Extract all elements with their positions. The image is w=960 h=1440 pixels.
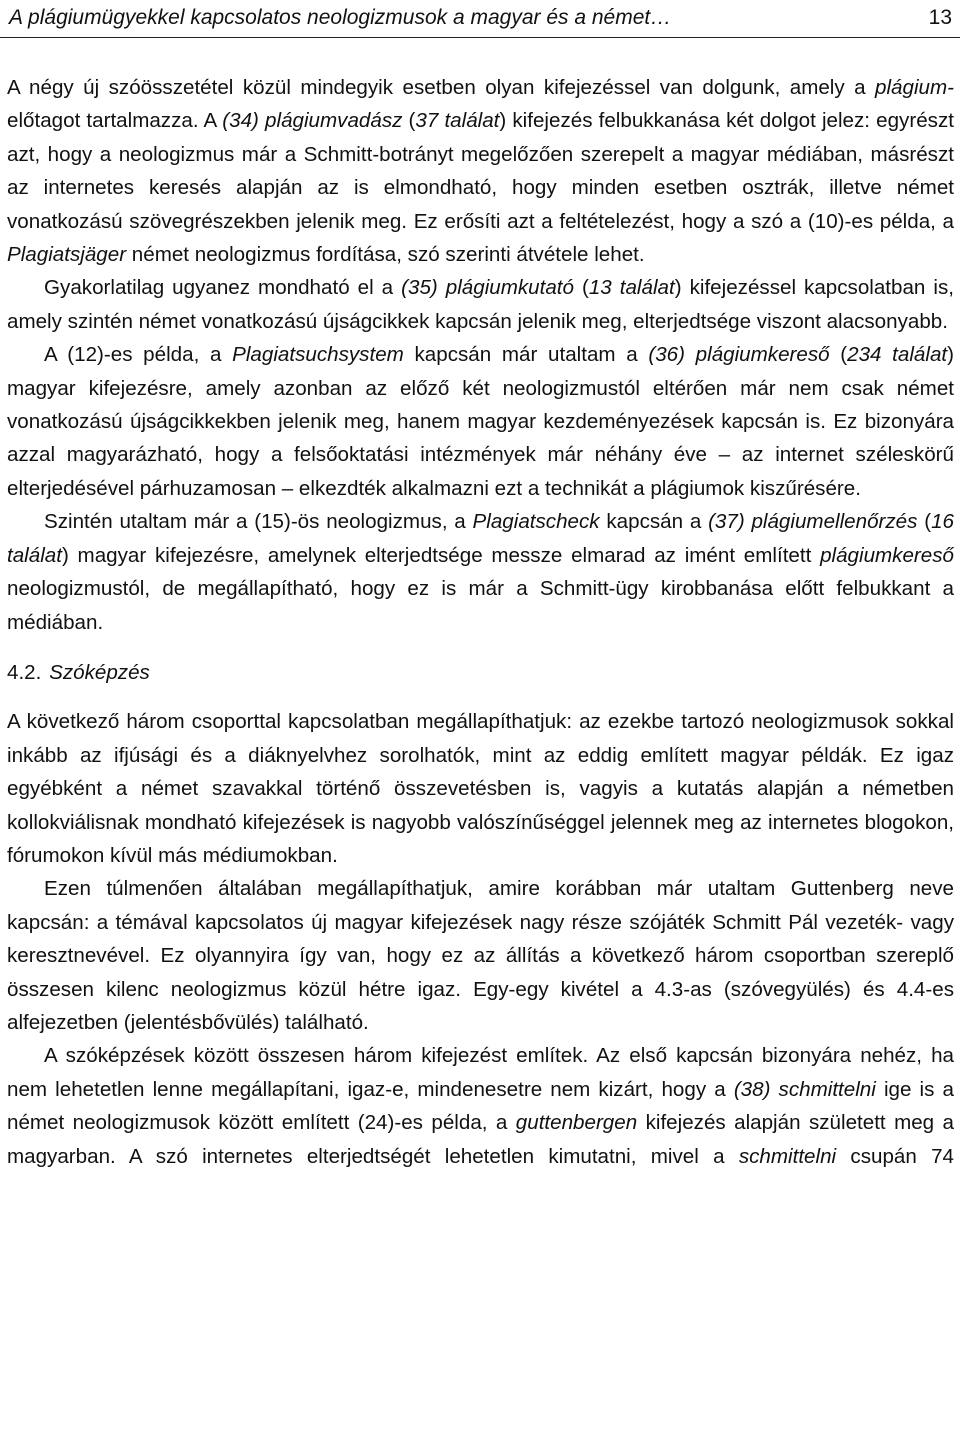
italic-term: 16 találat [7,510,954,567]
text-run: ( [573,276,589,300]
text-run: ) magyar kifejezésre, amely azonban az előző két neologizmustól eltérően már nem csak német vonatkozású újságcikkekben jelenik meg, hanem magyar kezdeményezések kapcsán is. Ez bizonyára azzal magyarázható, hogy a felsőoktatási intézmények már néhány éve – az internet széleskörű elterjedésével párhuzamosan – elkezdték alkalmazni ezt a technikát a plágiumok kiszűrésére. [7,343,954,500]
italic-term: (37) plágiumellenőrzés [708,510,918,534]
section-number: 4.2. [7,660,42,684]
text-run: kapcsán a [599,510,709,534]
text-run: A szóképzések között összesen három kifejezést említek. Az első kapcsán bizonyára nehéz, ha nem lehetetlen lenne megállapítani, igaz-e, mindenesetre nem kizárt, hogy a [7,1044,954,1101]
paragraphs-before-heading [7,71,954,639]
paragraph-p7 [7,1039,954,1173]
italic-term: Plagiatscheck [472,510,600,534]
italic-term: plágiumkereső [820,543,954,567]
italic-term: Plagiatsjäger [7,243,127,267]
text-run: ) kifejezéssel kapcsolatban is, amely szintén német vonatkozású újságcikkek kapcsán jelenik meg, elterjedtsége viszont alacsonyabb. [7,276,954,333]
text-run: kapcsán már utaltam a [403,343,649,367]
text-run: német neologizmus fordítása, szó szerinti átvétele lehet. [126,243,645,267]
paragraph-p5 [7,705,954,872]
italic-term: 234 találat [847,343,948,367]
paragraph-p4 [7,505,954,639]
section-title: Szóképzés [49,660,150,684]
page-number: 13 [928,6,952,29]
running-title: A plágiumügyekkel kapcsolatos neologizmusok a magyar és a német… [9,6,672,29]
text-run: Gyakorlatilag ugyanez mondható el a [44,276,402,300]
italic-term: 13 találat [588,276,675,300]
text-run: A négy új szóösszetétel közül mindegyik esetben olyan kifejezéssel van dolgunk, amely a [7,76,876,99]
italic-term: (35) plágiumkutató [401,276,574,300]
paragraph-p1 [7,71,954,271]
italic-term: (36) plágiumkereső [648,343,830,367]
italic-term: guttenbergen [515,1111,638,1135]
text-run: előtagot tartalmazza. A [7,109,223,133]
paragraphs-after-heading [7,705,954,1173]
text-run: ) magyar kifejezésre, amelynek elterjedtsége messze elmarad az imént említett [61,543,821,567]
italic-term: (34) plágiumvadász [222,109,403,133]
paragraph-p6 [7,872,954,1039]
italic-term: (38) schmittelni [733,1077,876,1101]
text-run: csupán 74 [836,1144,954,1168]
text-run: ( [829,343,848,367]
text-run: Ezen túlmenően általában megállapíthatjuk, amire korábban már utaltam Guttenberg neve kapcsán: a témával kapcsolatos új magyar kifejezések nagy része szójáték Schmitt Pál vezeték- vagy keresztnevével. Ez olyannyira így van, hogy ez az állítás a következő három csoportban szereplő összesen kilenc neologizmus közül hétre igaz. Egy-egy kivétel a 4.3-as (szóvegyülés) és 4.4-es alfejezetben (jelentésbővülés) található. [7,877,954,1034]
text-run: Szintén utaltam már a (15)-ös neologizmus, a [44,510,473,534]
italic-term: Plagiatsuchsystem [232,343,404,367]
italic-term: schmittelni [738,1144,837,1168]
text-run: kifejezés alapján született meg a magyarban. A szó internetes elterjedtségét lehetetlen kimutatni, mivel a [7,1111,954,1168]
paragraph-p2 [7,271,954,338]
paragraph-p3 [7,338,954,505]
section-heading [7,656,954,689]
italic-term: plágium- [875,76,954,99]
text-run: neologizmustól, de megállapítható, hogy ez is már a Schmitt-ügy kirobbanása előtt felbukkant a médiában. [7,577,954,634]
italic-term: 37 találat [415,109,500,133]
running-header [0,0,960,38]
text-run: A következő három csoporttal kapcsolatban megállapíthatjuk: az ezekbe tartozó neologizmusok sokkal inkább az ifjúsági és a diáknyelvhez sorolhatók, mint az eddig említett magyar példák. Ez igaz egyébként a német szavakkal történő összevetésben is, vagyis a kutatás alapján a németben kollokviálisnak mondható kifejezések is nagyobb valószínűséggel jelennek meg az internetes blogokon, fórumokon kívül más médiumokban. [7,710,954,867]
text-run: ige is a német neologizmusok között említett (24)-es példa, a [7,1077,954,1135]
document-body [7,71,954,1173]
text-run: ) kifejezés felbukkanása két dolgot jelez: egyrészt azt, hogy a neologizmus már a Schmitt-botrányt megelőzően szerepelt a magyar médiában, másrészt az internetes keresés alapján az is elmondható, hogy minden esetben osztrák, illetve német vonatkozású szövegrészekben jelenik meg. Ez erősíti azt a feltételezést, hogy a szó a (10)-es példa, a [7,109,954,233]
text-run: ( [402,109,416,133]
text-run: ( [917,510,932,534]
text-run: A (12)-es példa, a [44,343,233,367]
